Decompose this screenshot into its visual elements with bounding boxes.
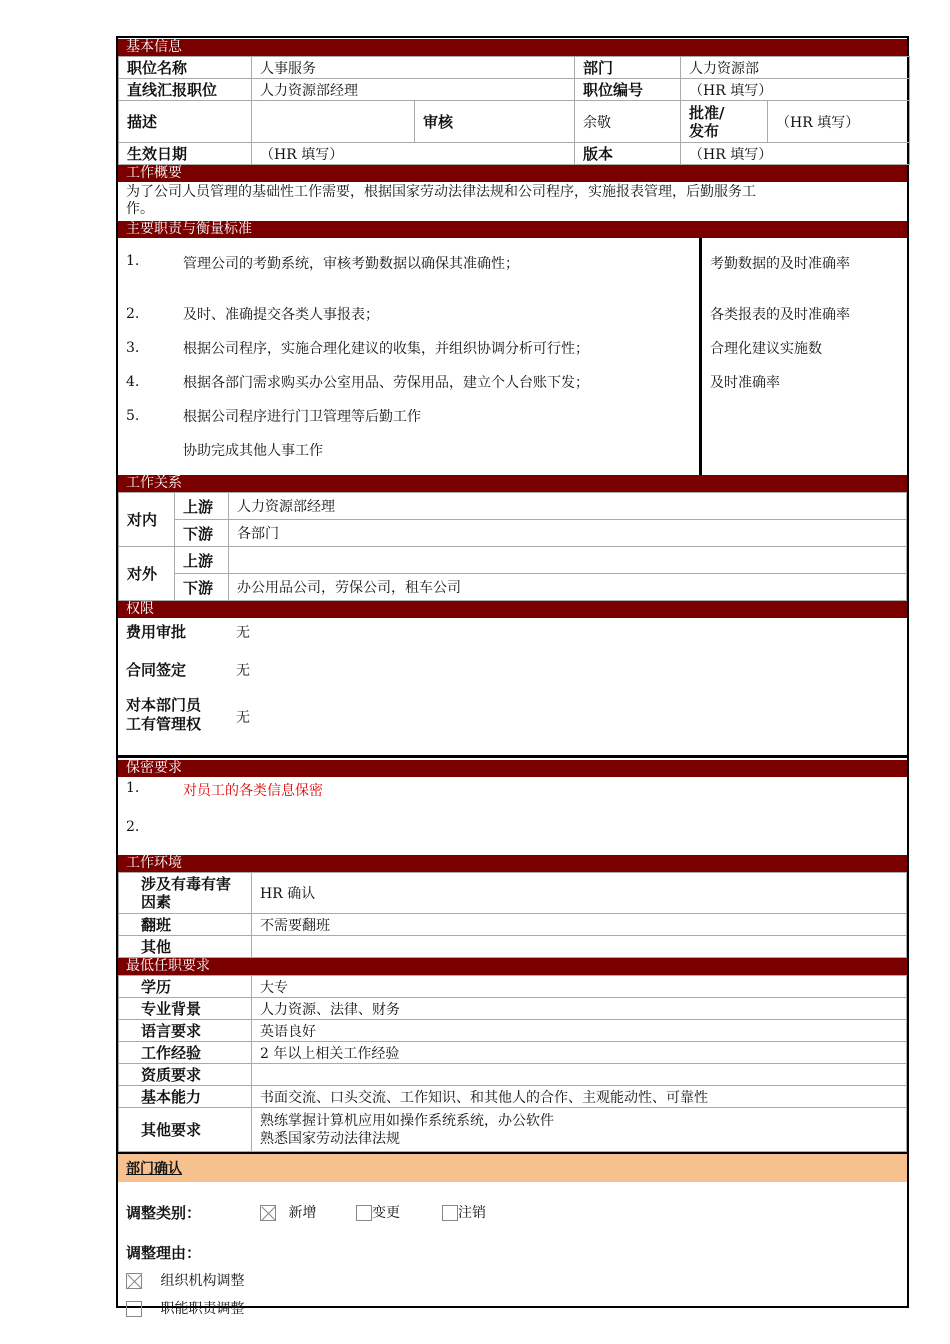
other-env-label: 其他 xyxy=(119,936,252,958)
external-up-value xyxy=(229,547,907,574)
position-name-label: 职位名称 xyxy=(119,57,252,79)
dept-confirm-area xyxy=(118,1182,907,1332)
measure-item: 及时准确率 xyxy=(710,375,780,391)
position-no-value: （HR 填写） xyxy=(681,79,910,101)
requirements-table xyxy=(118,975,907,1152)
duty-item: 2. 及时、准确提交各类人事报表； xyxy=(126,306,379,323)
req-other-value: 熟练掌握计算机应用如操作系统系统，办公软件 熟悉国家劳动法律法规 xyxy=(252,1108,907,1152)
review-label: 审核 xyxy=(415,101,575,143)
desc-label: 描述 xyxy=(119,101,252,143)
measures-list xyxy=(702,238,907,475)
option-new[interactable]: 新增 xyxy=(260,1202,316,1222)
checkbox-icon[interactable] xyxy=(356,1205,372,1221)
req-label: 资质要求 xyxy=(119,1064,252,1086)
up-label: 上游 xyxy=(175,547,229,574)
manage-value: 无 xyxy=(236,710,250,726)
section-header-confidential: 保密要求 xyxy=(118,760,907,777)
confidential-item-text: 对员工的各类信息保密 xyxy=(183,783,323,799)
req-value: 2 年以上相关工作经验 xyxy=(252,1042,907,1064)
approve-value: （HR 填写） xyxy=(768,101,910,143)
checkbox-icon[interactable] xyxy=(126,1301,142,1317)
section-header-basic: 基本信息 xyxy=(118,39,907,56)
overtime-label: 翻班 xyxy=(119,914,252,936)
duties-list xyxy=(118,238,702,475)
toxic-value: HR 确认 xyxy=(252,873,907,914)
version-label: 版本 xyxy=(575,143,681,165)
reason-duty[interactable]: 职能职责调整 xyxy=(126,1298,244,1318)
external-down-value: 办公用品公司，劳保公司，租车公司 xyxy=(229,574,907,601)
down-label: 下游 xyxy=(175,520,229,547)
desc-value xyxy=(252,101,415,143)
duty-item: 1. 管理公司的考勤系统，审核考勤数据以确保其准确性； xyxy=(126,253,519,272)
internal-label: 对内 xyxy=(119,493,175,547)
job-description-form xyxy=(116,36,909,1317)
adjust-type-label: 调整类别： xyxy=(126,1204,202,1222)
toxic-label: 涉及有毒有害 因素 xyxy=(119,873,252,914)
req-label: 学历 xyxy=(119,976,252,998)
checkbox-checked-icon[interactable] xyxy=(260,1205,276,1221)
authority-area xyxy=(118,618,907,755)
position-no-label: 职位编号 xyxy=(575,79,681,101)
section-header-authority: 权限 xyxy=(118,601,907,618)
req-value: 人力资源、法律、财务 xyxy=(252,998,907,1020)
effective-label: 生效日期 xyxy=(119,143,252,165)
down-label: 下游 xyxy=(175,574,229,601)
measure-item: 各类报表的及时准确率 xyxy=(710,307,850,323)
req-value: 英语良好 xyxy=(252,1020,907,1042)
adjust-reason-label: 调整理由： xyxy=(126,1244,202,1262)
position-name-value: 人事服务 xyxy=(252,57,575,79)
req-label: 专业背景 xyxy=(119,998,252,1020)
measure-item: 考勤数据的及时准确率 xyxy=(710,256,850,272)
req-other-label: 其他要求 xyxy=(119,1108,252,1152)
req-value xyxy=(252,1064,907,1086)
section-header-environment: 工作环境 xyxy=(118,855,907,872)
internal-down-value: 各部门 xyxy=(229,520,907,547)
checkbox-icon[interactable] xyxy=(442,1205,458,1221)
other-env-value xyxy=(252,936,907,958)
overtime-value: 不需要翻班 xyxy=(252,914,907,936)
version-value: （HR 填写） xyxy=(681,143,910,165)
req-label: 工作经验 xyxy=(119,1042,252,1064)
up-label: 上游 xyxy=(175,493,229,520)
environment-table xyxy=(118,872,907,958)
duty-item: 协助完成其他人事工作 xyxy=(183,443,323,459)
contract-value: 无 xyxy=(236,663,250,679)
expense-label: 费用审批 xyxy=(126,623,187,641)
req-label: 基本能力 xyxy=(119,1086,252,1108)
dept-value: 人力资源部 xyxy=(681,57,910,79)
req-label: 语言要求 xyxy=(119,1020,252,1042)
confidential-item-num: 1. xyxy=(126,780,140,796)
approve-label: 批准/ 发布 xyxy=(681,101,768,143)
duty-item: 4. 根据各部门需求购买办公室用品、劳保用品，建立个人台账下发； xyxy=(126,374,589,391)
contract-label: 合同签定 xyxy=(126,661,187,679)
section-header-duties: 主要职责与衡量标准 xyxy=(118,221,907,238)
option-cancel[interactable]: 注销 xyxy=(442,1202,486,1222)
divider xyxy=(118,755,907,758)
external-label: 对外 xyxy=(119,547,175,601)
relations-table xyxy=(118,492,907,601)
report-value: 人力资源部经理 xyxy=(252,79,575,101)
overview-text: 为了公司人员管理的基础性工作需要，根据国家劳动法律法规和公司程序，实施报表管理，后勤服务工 作。 xyxy=(126,184,756,217)
section-header-overview: 工作概要 xyxy=(118,165,907,182)
section-header-dept-confirm: 部门确认 xyxy=(118,1154,907,1182)
manage-label: 对本部门员 工有管理权 xyxy=(126,696,202,733)
internal-up-value: 人力资源部经理 xyxy=(229,493,907,520)
dept-label: 部门 xyxy=(575,57,681,79)
checkbox-checked-icon[interactable] xyxy=(126,1273,142,1289)
duties-area xyxy=(118,238,907,475)
report-label: 直线汇报职位 xyxy=(119,79,252,101)
basic-info-table xyxy=(118,56,910,165)
req-value: 大专 xyxy=(252,976,907,998)
section-header-relations: 工作关系 xyxy=(118,475,907,492)
confidential-area xyxy=(118,777,907,855)
section-header-requirements: 最低任职要求 xyxy=(118,958,907,975)
expense-value: 无 xyxy=(236,625,250,641)
review-value: 余敬 xyxy=(575,101,681,143)
req-value: 书面交流、口头交流、工作知识、和其他人的合作、主观能动性、可靠性 xyxy=(252,1086,907,1108)
duty-item: 3. 根据公司程序，实施合理化建议的收集，并组织协调分析可行性； xyxy=(126,340,589,357)
effective-value: （HR 填写） xyxy=(252,143,575,165)
option-change[interactable]: 变更 xyxy=(356,1202,400,1222)
duty-item: 5. 根据公司程序进行门卫管理等后勤工作 xyxy=(126,408,421,425)
confidential-item-num: 2. xyxy=(126,819,140,835)
reason-org[interactable]: 组织机构调整 xyxy=(126,1270,244,1290)
measure-item: 合理化建议实施数 xyxy=(710,341,822,357)
